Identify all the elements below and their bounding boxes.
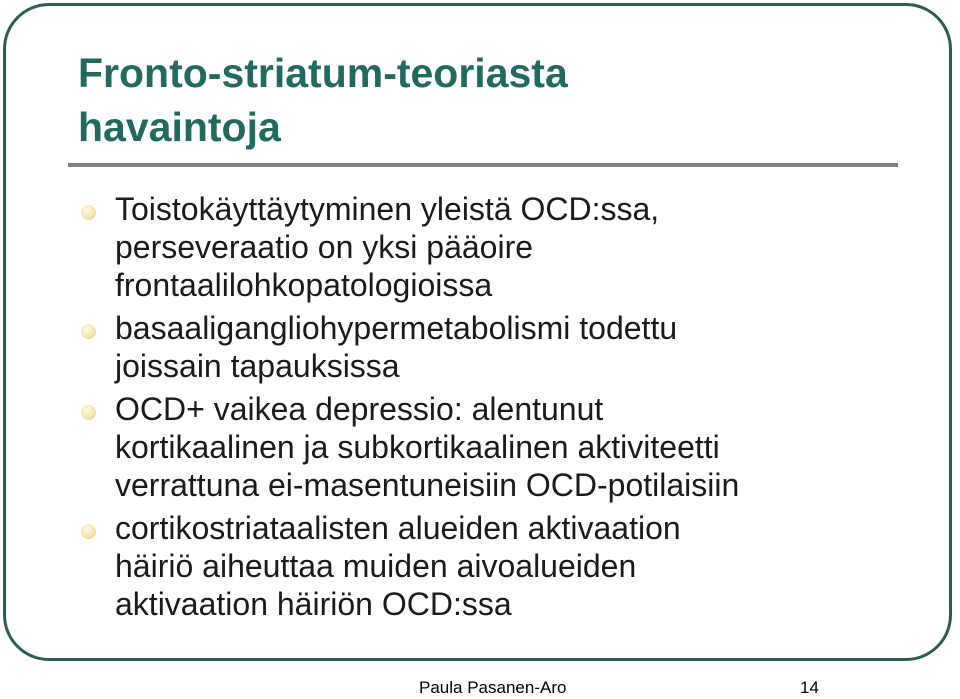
- bullet-text: [115, 309, 908, 385]
- bullet-item: [78, 509, 908, 623]
- bullet-text: [115, 390, 908, 504]
- bullet-item: [78, 309, 908, 385]
- bullet-line: verrattuna ei-masentuneisiin OCD-potilaisiin: [115, 467, 740, 503]
- bullet-line: frontaalilohkopatologioissa: [115, 267, 493, 303]
- bullet-line: häiriö aiheuttaa muiden aivoalueiden: [115, 548, 637, 584]
- title-divider: [68, 163, 898, 167]
- page-number: 14: [800, 678, 819, 697]
- bullet-list: [78, 190, 908, 628]
- bullet-item: [78, 190, 908, 304]
- bullet-line: kortikaalinen ja subkortikaalinen aktiviteetti: [115, 429, 720, 465]
- bullet-line: aktivaation häiriön OCD:ssa: [115, 586, 512, 622]
- bullet-line: Toistokäyttäytyminen yleistä OCD:ssa,: [115, 191, 660, 227]
- slide-title: [78, 46, 898, 154]
- bullet-dot-icon: [81, 205, 96, 220]
- bullet-dot-icon: [81, 324, 96, 339]
- bullet-line: cortikostriataalisten alueiden aktivaation: [115, 510, 681, 546]
- bullet-line: OCD+ vaikea depressio: alentunut: [115, 391, 604, 427]
- bullet-text: [115, 509, 908, 623]
- bullet-dot-icon: [81, 405, 96, 420]
- footer-author: Paula Pasanen-Aro: [419, 678, 567, 697]
- title-line-1: Fronto-striatum-teoriasta: [78, 50, 568, 96]
- bullet-item: [78, 390, 908, 504]
- bullet-line: joissain tapauksissa: [115, 348, 400, 384]
- bullet-dot-icon: [81, 524, 96, 539]
- bullet-text: [115, 190, 908, 304]
- title-line-2: havaintoja: [78, 104, 281, 150]
- bullet-line: perseveraatio on yksi pääoire: [115, 229, 534, 265]
- bullet-line: basaaligangliohypermetabolismi todettu: [115, 310, 678, 346]
